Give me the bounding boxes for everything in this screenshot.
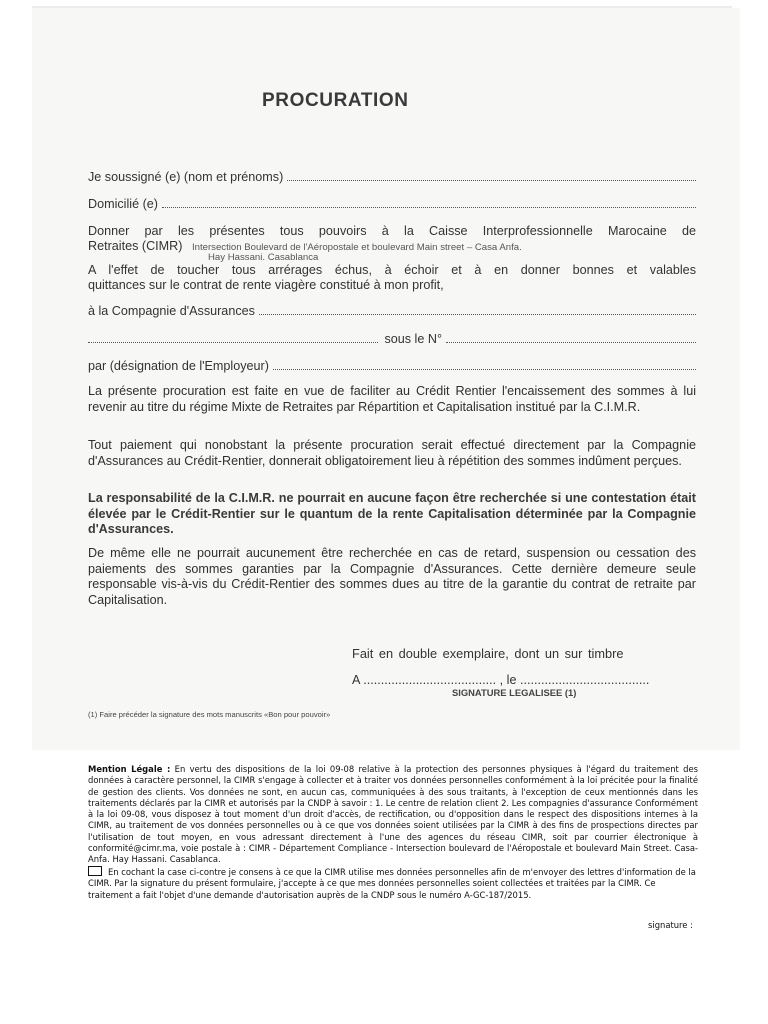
paragraph-responsibility: La responsabilité de la C.I.M.R. ne pourrait en aucune façon être recherchée si une contestation était élevée par le Crédit-Rentier sur le quantum de la rente Capitalisation déterminée par la Compagnie d'Assurances. bbox=[88, 491, 696, 536]
insurance-company-dotted-line[interactable] bbox=[259, 305, 696, 315]
contract-number-field[interactable] bbox=[88, 332, 696, 346]
place-date-line[interactable]: A ...................................... , le ..................................... bbox=[352, 673, 650, 687]
paragraph-purpose: La présente procuration est faite en vue de faciliter au Crédit Rentier l'encaissement des sommes à lui revenir au titre du régime Mixte de Retraites par Répartition et Capitalisation institué par la C.I.M.R. bbox=[88, 384, 696, 414]
legal-text: En vertu des dispositions de la loi 09-08 relative à la protection des personnes physiques à l'égard du traitement des données à caractère personnel, la CIMR s'engage à collecter et à traiter vos données personnelles conformément à la loi précitée pour la finalité de gestion des clients. Vos données ne sont, en aucun cas, communiquées à des sous traitants, à l'exception de ceux mentionnés dans les traitements déclarés par la CIMR et autorisés par la CNDP à savoir : 1. Le centre de relation client 2. Les compagnies d'assurance Conformément à la loi 09-08, vous disposez à tout moment d'un droit d'accès, de rectification, ou d'opposition dans le respect des dispositions internes à la CIMR, au traitement de vos données personnelles ou à ce que vos données soient utilisées par la CIMR à des fins de prospections directes par l'utilisation de tout moyen, en vous adressant directement à l'une des agences du réseau CIMR, soit par courrier électronique à conformité@cimr.ma, voie postale à : CIMR - Département Compliance - Intersection boulevard de l'Aéropostale et boulevard Main Street. Casa-Anfa. Hay Hassani. Casablanca. bbox=[88, 764, 698, 865]
powers-line-2-prefix: Retraites (CIMR) bbox=[88, 239, 183, 253]
signature-legalisee-label: SIGNATURE LEGALISEE (1) bbox=[452, 687, 577, 698]
paragraph-delay: De même elle ne pourrait aucunement être recherchée en cas de retard, suspension ou cessation des paiements des sommes garanties par la Compagnie d'Assurances. Cette dernière demeure seule responsable vis-à-vis du Crédit-Rentier des sommes dues au titre de la garantie du contrat de retraite par Capitalisation. bbox=[88, 546, 696, 607]
name-field[interactable] bbox=[88, 170, 696, 184]
cimr-address-2: Hay Hassani. Casablanca bbox=[208, 252, 319, 263]
contract-pre-dotted-line[interactable] bbox=[88, 333, 378, 343]
name-dotted-line[interactable] bbox=[287, 171, 696, 181]
employer-field[interactable] bbox=[88, 359, 696, 373]
insurance-company-label: à la Compagnie d'Assurances bbox=[88, 304, 255, 318]
consent-text: En cochant la case ci-contre je consens à ce que la CIMR utilise mes données personnelles afin de m'envoyer des lettres d'information de la CIMR. Par la signature du présent formulaire, j'accepte à ce que mes données personnelles soient collectées et traitées par la CIMR. Ce traitement a fait l'objet d'une demande d'autorisation auprès de la CNDP sous le numéro A-GC-187/2015. bbox=[88, 867, 696, 900]
powers-line-2 bbox=[88, 239, 522, 253]
effect-line-1: A l'effet de toucher tous arrérages échus, à échoir et à en donner bonnes et valables bbox=[88, 263, 696, 277]
footnote: (1) Faire précéder la signature des mots manuscrits «Bon pour pouvoir» bbox=[88, 710, 331, 719]
employer-label: par (désignation de l'Employeur) bbox=[88, 359, 269, 373]
address-dotted-line[interactable] bbox=[162, 198, 696, 208]
contract-number-label: sous le N° bbox=[384, 332, 442, 346]
address-field[interactable] bbox=[88, 197, 696, 211]
legal-heading: Mention Légale : bbox=[88, 764, 171, 774]
consent-checkbox[interactable] bbox=[88, 866, 102, 876]
consent-block bbox=[88, 866, 698, 901]
paragraph-payment: Tout paiement qui nonobstant la présente procuration serait effectué directement par la Compagnie d'Assurances au Crédit-Rentier, donnerait obligatoirement lieu à répétition des sommes indûment perçues. bbox=[88, 438, 696, 468]
signature-label: signature : bbox=[648, 920, 693, 930]
cimr-address-1: Intersection Boulevard de l'Aéropostale et boulevard Main street – Casa Anfa. bbox=[191, 242, 522, 253]
fait-en-double: Fait en double exemplaire, dont un sur timbre bbox=[352, 646, 624, 661]
name-field-label: Je soussigné (e) (nom et prénoms) bbox=[88, 170, 284, 184]
legal-mention bbox=[88, 764, 698, 866]
contract-number-dotted-line[interactable] bbox=[446, 333, 696, 343]
employer-dotted-line[interactable] bbox=[273, 360, 696, 370]
effect-line-2: quittances sur le contrat de rente viagère constitué à mon profit, bbox=[88, 278, 444, 292]
insurance-company-field[interactable] bbox=[88, 304, 696, 318]
scanned-form bbox=[32, 8, 740, 750]
address-field-label: Domicilié (e) bbox=[88, 197, 158, 211]
form-title: PROCURATION bbox=[262, 90, 409, 111]
powers-line-1: Donner par les présentes tous pouvoirs à la Caisse Interprofessionnelle Marocaine de bbox=[88, 224, 696, 238]
